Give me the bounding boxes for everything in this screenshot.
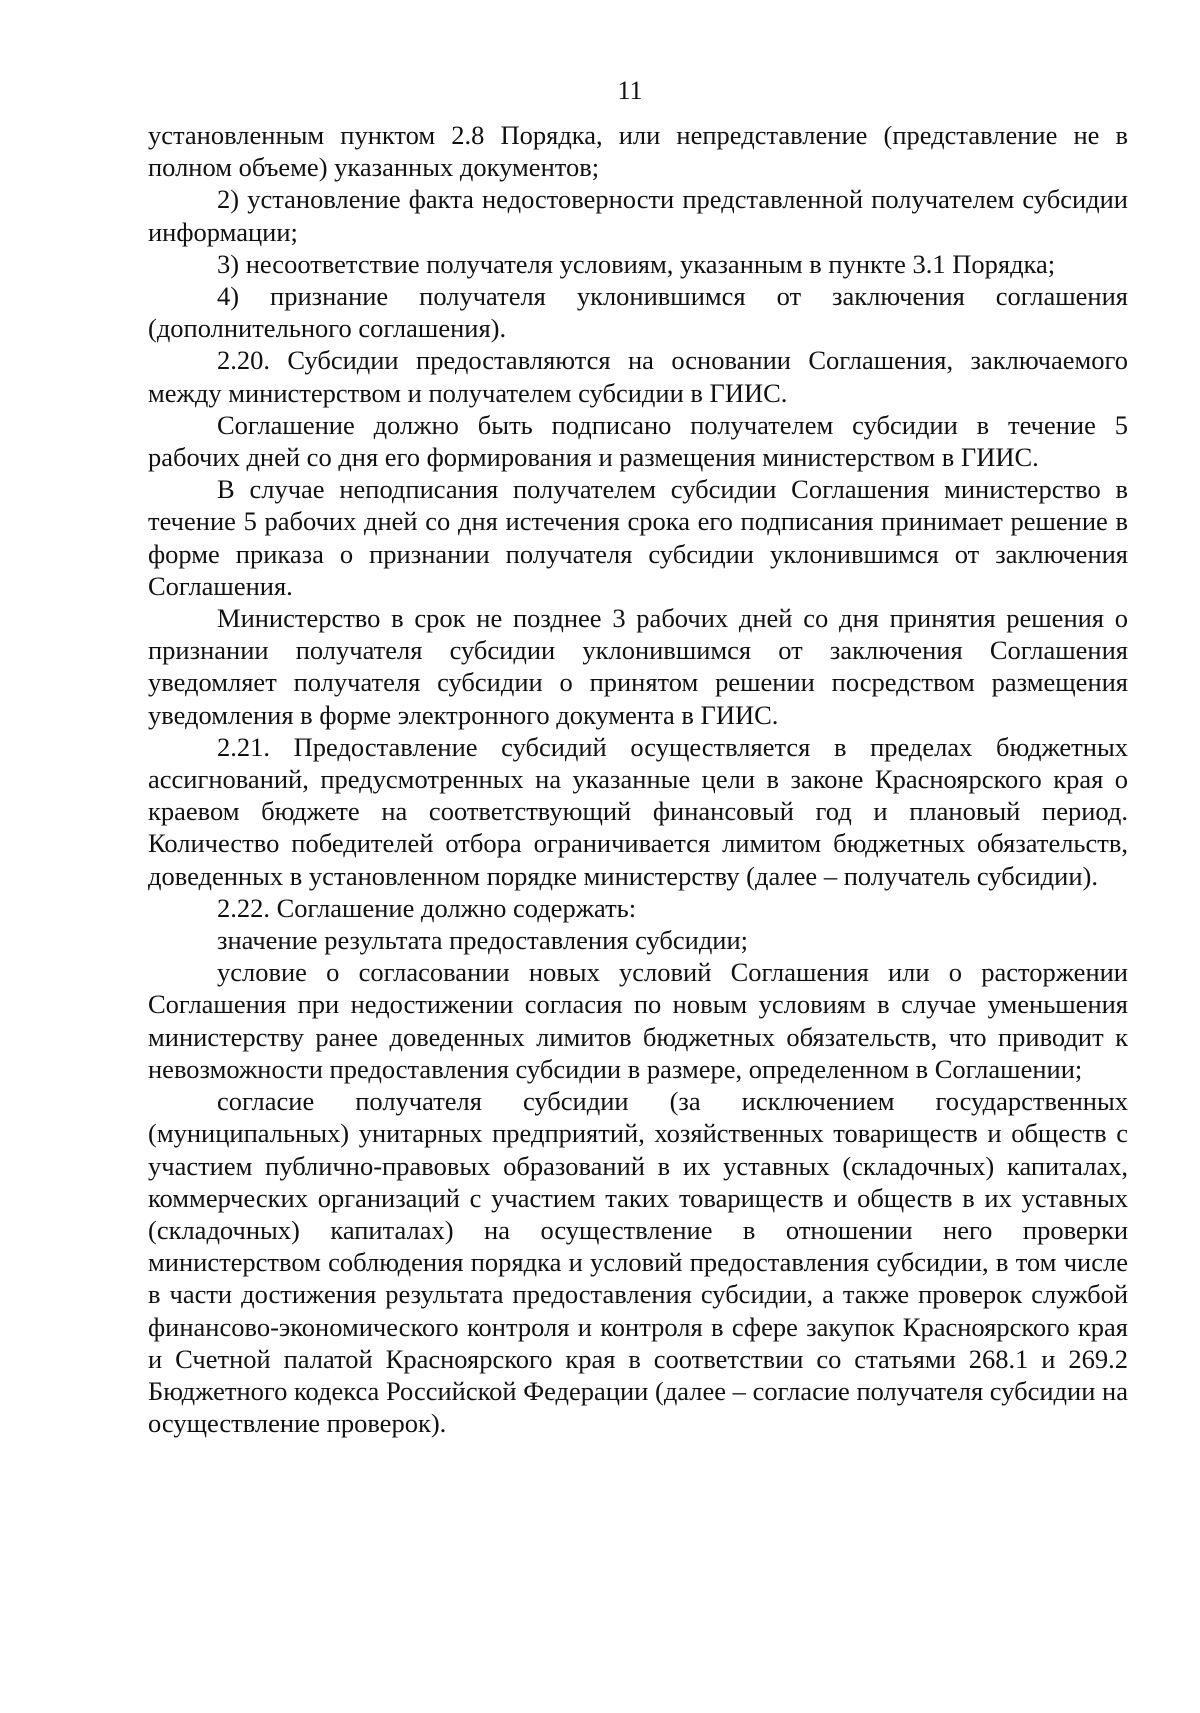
paragraph-2-20: 2.20. Субсидии предоставляются на основании Соглашения, заключаемого между министерством и получателем субсидии в ГИИС. [148, 345, 1128, 408]
paragraph-result-value: значение результата предоставления субсидии; [217, 925, 749, 956]
paragraph-notification: Министерство в срок не позднее 3 рабочих дней со дня принятия решения о признании получателя субсидии уклонившимся от заключения Соглашения уведомляет получателя субсидии о принятом решении посредством размещения уведомления в форме электронного документа в ГИИС. [148, 603, 1128, 730]
paragraph-consent: согласие получателя субсидии (за исключением государственных (муниципальных) унитарных предприятий, хозяйственных товариществ и обществ с участием публично-правовых образований в их уставных (складочных) капиталах, коммерческих организаций с участием таких товариществ и обществ в их уставных (складочных) капиталах) на осуществление в отношении него проверки министерством соблюдения порядка и условий предоставления субсидии, в том числе в части достижения результата предоставления субсидии, а также проверок службой финансово-экономического контроля и контроля в сфере закупок Красноярского края и Счетной палатой Красноярского края в соответствии со статьями 268.1 и 269.2 Бюджетного кодекса Российской Федерации (далее – согласие получателя субсидии на осуществление проверок). [148, 1086, 1128, 1439]
paragraph-item-4: 4) признание получателя уклонившимся от заключения соглашения (дополнительного соглашения). [148, 281, 1128, 344]
page-number: 11 [617, 76, 643, 105]
paragraph-item-2: 2) установление факта недостоверности представленной получателем субсидии информации; [148, 184, 1128, 247]
paragraph-item-3: 3) несоответствие получателя условиям, указанным в пункте 3.1 Порядка; [217, 248, 1056, 279]
document-body [148, 119, 1128, 1439]
paragraph-signing-deadline: Соглашение должно быть подписано получателем субсидии в течение 5 рабочих дней со дня его формирования и размещения министерством в ГИИС. [148, 409, 1128, 473]
paragraph-new-conditions: условие о согласовании новых условий Соглашения или о расторжении Соглашения при недостижении согласия по новым условиям в случае уменьшения министерству ранее доведенных лимитов бюджетных обязательств, что приводит к невозможности предоставления субсидии в размере, определенном в Соглашении; [148, 957, 1128, 1084]
paragraph-2-22: 2.22. Соглашение должно содержать: [217, 892, 637, 923]
paragraph-2-21: 2.21. Предоставление субсидий осуществляется в пределах бюджетных ассигнований, предусмотренных на указанные цели в законе Красноярского края о краевом бюджете на соответствующий финансовый год и плановый период. Количество победителей отбора ограничивается лимитом бюджетных обязательств, доведенных в установленном порядке министерству (далее – получатель субсидии). [148, 731, 1128, 891]
paragraph-continuation: установленным пунктом 2.8 Порядка, или непредставление (представление не в полном объеме) указанных документов; [148, 120, 1128, 183]
paragraph-non-signing: В случае неподписания получателем субсидии Соглашения министерство в течение 5 рабочих дней со дня истечения срока его подписания принимает решение в форме приказа о признании получателя субсидии уклонившимся от заключения Соглашения. [148, 474, 1128, 601]
